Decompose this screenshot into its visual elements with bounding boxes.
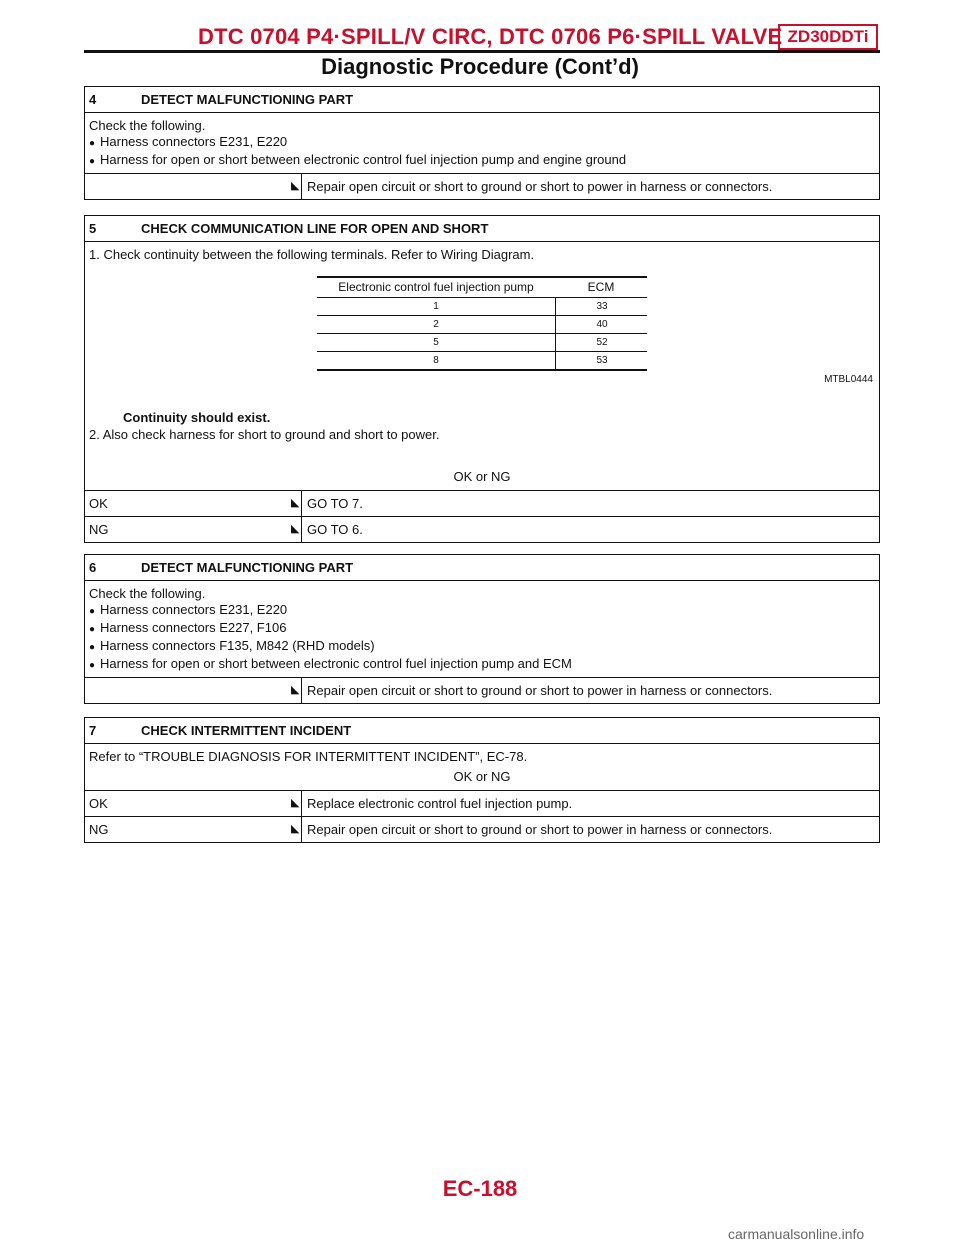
- bullet-item: ● Harness connectors E231, E220: [89, 602, 875, 620]
- step-body: [85, 112, 879, 173]
- bullet-icon: ●: [89, 624, 96, 635]
- bullet-item: ● Harness connectors F135, M842 (RHD models): [89, 638, 875, 656]
- step-number: 7: [89, 723, 97, 738]
- result-row: [85, 516, 879, 542]
- arrow-icon: ◣: [291, 180, 300, 192]
- bullet-icon: ●: [89, 642, 96, 653]
- step-7: [84, 717, 880, 843]
- step-text: 2. Also check harness for short to ground and short to power.: [89, 427, 440, 442]
- step-header: [85, 718, 879, 743]
- result-divider: [301, 491, 302, 516]
- continuity-table: [317, 276, 647, 371]
- bullet-icon: ●: [89, 138, 96, 149]
- step-body: [85, 241, 879, 468]
- result-text: Repair open circuit or short to ground or short to power in harness or connectors.: [307, 683, 773, 698]
- result-divider: [301, 678, 302, 703]
- step-4: [84, 86, 880, 200]
- result-label: OK: [89, 796, 108, 811]
- spec-text: Continuity should exist.: [123, 410, 271, 425]
- watermark-text: carmanualsonline.info: [728, 1226, 865, 1242]
- step-body: [85, 743, 879, 768]
- arrow-icon: ◣: [291, 497, 300, 509]
- result-label: NG: [89, 522, 109, 537]
- arrow-icon: ◣: [291, 797, 300, 809]
- step-text: Check the following.: [89, 118, 206, 133]
- ok-ng-label: OK or NG: [453, 769, 511, 784]
- bullet-item: ● Harness for open or short between electronic control fuel injection pump and engine ground: [89, 152, 875, 170]
- table-row: 1 33: [317, 298, 647, 316]
- bullet-icon: ●: [89, 660, 96, 671]
- step-text: Check the following.: [89, 586, 206, 601]
- result-divider: [301, 517, 302, 542]
- figure-code: MTBL0444: [824, 374, 873, 385]
- result-divider: [301, 174, 302, 199]
- result-row: [85, 173, 879, 199]
- step-number: 4: [89, 92, 97, 107]
- step-title: DETECT MALFUNCTIONING PART: [141, 560, 354, 575]
- result-row: [85, 790, 879, 816]
- step-5: [84, 215, 880, 543]
- table-row: 8 53: [317, 352, 647, 371]
- step-title: DETECT MALFUNCTIONING PART: [141, 92, 354, 107]
- bullet-item: ● Harness connectors E231, E220: [89, 134, 875, 152]
- result-row: [85, 490, 879, 516]
- step-number: 6: [89, 560, 97, 575]
- table-header: [317, 276, 647, 298]
- arrow-icon: ◣: [291, 684, 300, 696]
- ok-ng-label: OK or NG: [453, 469, 511, 484]
- result-divider: [301, 791, 302, 816]
- result-row: [85, 816, 879, 842]
- result-text: Repair open circuit or short to ground or short to power in harness or connectors.: [307, 822, 773, 837]
- arrow-icon: ◣: [291, 523, 300, 535]
- result-text: Replace electronic control fuel injection pump.: [307, 796, 573, 811]
- table-row: 5 52: [317, 334, 647, 352]
- step-6: [84, 554, 880, 704]
- step-header: [85, 555, 879, 580]
- step-header: [85, 216, 879, 241]
- result-row: [85, 677, 879, 703]
- result-text: Repair open circuit or short to ground or short to power in harness or connectors.: [307, 179, 773, 194]
- header-rule: [84, 50, 880, 53]
- table-row: 2 40: [317, 316, 647, 334]
- page-number: EC-188: [442, 1176, 518, 1201]
- page-subtitle: Diagnostic Procedure (Cont’d): [321, 54, 639, 79]
- bullet-item: ● Harness connectors E227, F106: [89, 620, 875, 638]
- bullet-icon: ●: [89, 606, 96, 617]
- bullet-icon: ●: [89, 156, 96, 167]
- step-text: Refer to “TROUBLE DIAGNOSIS FOR INTERMITTENT INCIDENT”, EC-78.: [89, 749, 528, 764]
- result-label: NG: [89, 822, 109, 837]
- result-text: GO TO 7.: [307, 496, 363, 511]
- engine-badge: ZD30DDTi: [778, 24, 878, 50]
- page-title: DTC 0704 P4·SPILL/V CIRC, DTC 0706 P6·SPILL VALVE: [198, 24, 783, 49]
- step-title: CHECK INTERMITTENT INCIDENT: [141, 723, 352, 738]
- step-body: [85, 580, 879, 677]
- bullet-item: ● Harness for open or short between electronic control fuel injection pump and ECM: [89, 656, 875, 674]
- step-title: CHECK COMMUNICATION LINE FOR OPEN AND SHORT: [141, 221, 489, 236]
- arrow-icon: ◣: [291, 823, 300, 835]
- table-header-cell: Electronic control fuel injection pump: [338, 280, 534, 294]
- step-header: [85, 87, 879, 112]
- step-number: 5: [89, 221, 97, 236]
- step-text: 1. Check continuity between the following terminals. Refer to Wiring Diagram.: [89, 247, 535, 262]
- result-text: GO TO 6.: [307, 522, 363, 537]
- table-header-cell: ECM: [587, 280, 615, 294]
- result-divider: [301, 817, 302, 842]
- result-label: OK: [89, 496, 108, 511]
